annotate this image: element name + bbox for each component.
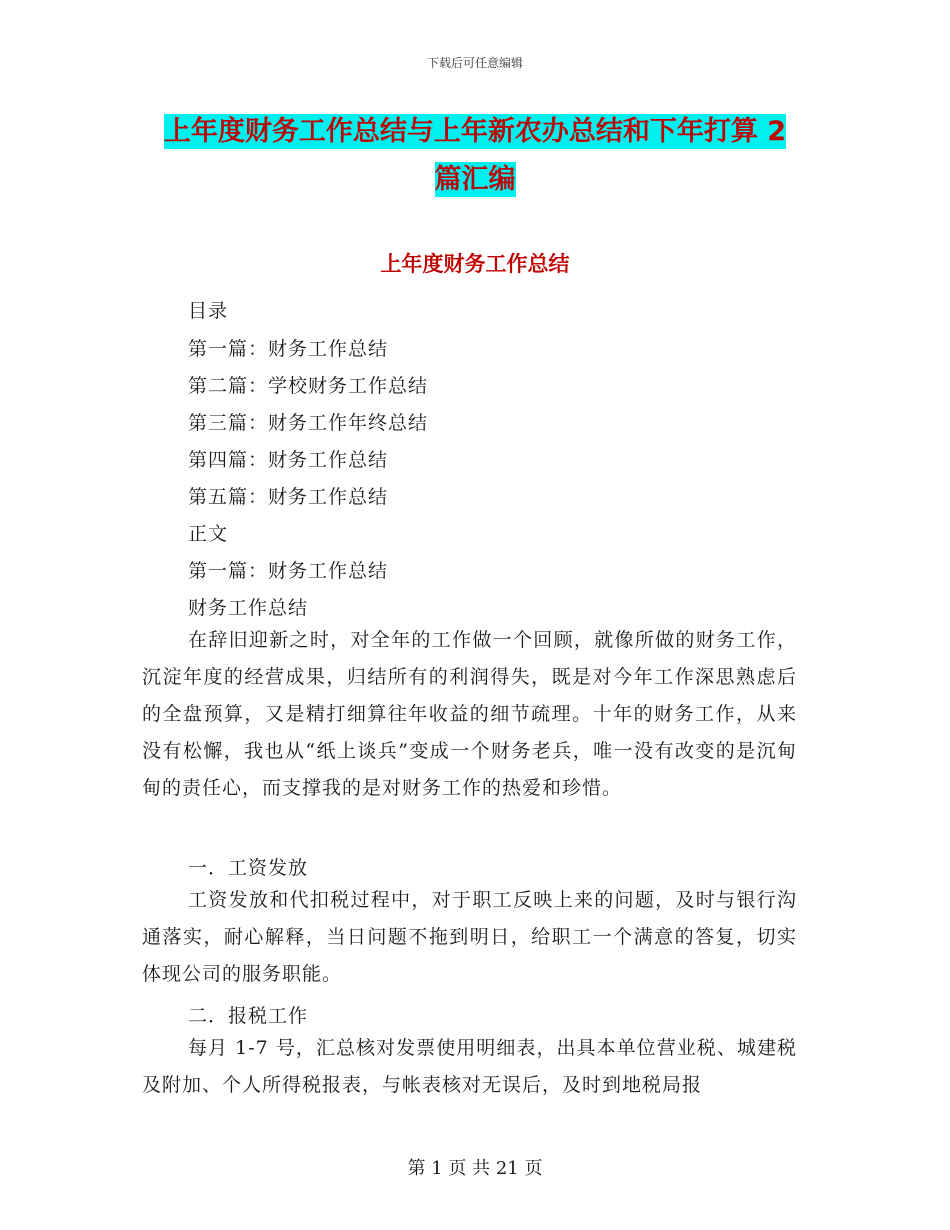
paragraph: 工资发放和代扣税过程中，对于职工反映上来的问题，及时与银行沟通落实，耐心解释，当日问题不拖到明日，给职工一个满意的答复，切实体现公司的服务职能。 [142, 889, 797, 985]
page-number: 第 1 页 共 21 页 [407, 1158, 543, 1179]
paragraph: 在辞旧迎新之时，对全年的工作做一个回顾，就像所做的财务工作，沉淀年度的经营成果，归结所有的利润得失，既是对今年工作深思熟虑后的全盘预算，又是精打细算往年收益的细节疏理。十年的财务工作，从来没有松懈，我也从“纸上谈兵”变成一个财务老兵，唯一没有改变的是沉甸甸的责任心，而支撑我的是对财务工作的热爱和珍惜。 [142, 629, 797, 799]
item-heading: 一．工资发放 [188, 857, 309, 879]
toc-item: 第五篇：财务工作总结 [188, 486, 389, 508]
paragraph: 每月 1-7 号，汇总核对发票使用明细表，出具本单位营业税、城建税及附加、个人所得税报表，与帐表核对无误后，及时到地税局报 [142, 1037, 797, 1096]
document-title-line2: 篇汇编 [434, 164, 516, 195]
body-heading: 正文 [188, 523, 229, 545]
toc-item: 第一篇：财务工作总结 [188, 338, 389, 360]
document-title [140, 108, 810, 204]
section-title: 上年度财务工作总结 [380, 252, 570, 276]
document-title-line1: 上年度财务工作总结与上年新农办总结和下年打算 2 [163, 116, 787, 147]
toc-item: 第四篇：财务工作总结 [188, 449, 389, 471]
toc-heading: 目录 [188, 300, 229, 322]
toc-item: 第二篇：学校财务工作总结 [188, 375, 429, 397]
chapter-title: 第一篇：财务工作总结 [188, 560, 389, 582]
chapter-subtitle: 财务工作总结 [188, 597, 309, 619]
toc-item: 第三篇：财务工作年终总结 [188, 412, 429, 434]
header-note: 下载后可任意编辑 [426, 56, 523, 70]
item-heading: 二．报税工作 [188, 1005, 309, 1027]
